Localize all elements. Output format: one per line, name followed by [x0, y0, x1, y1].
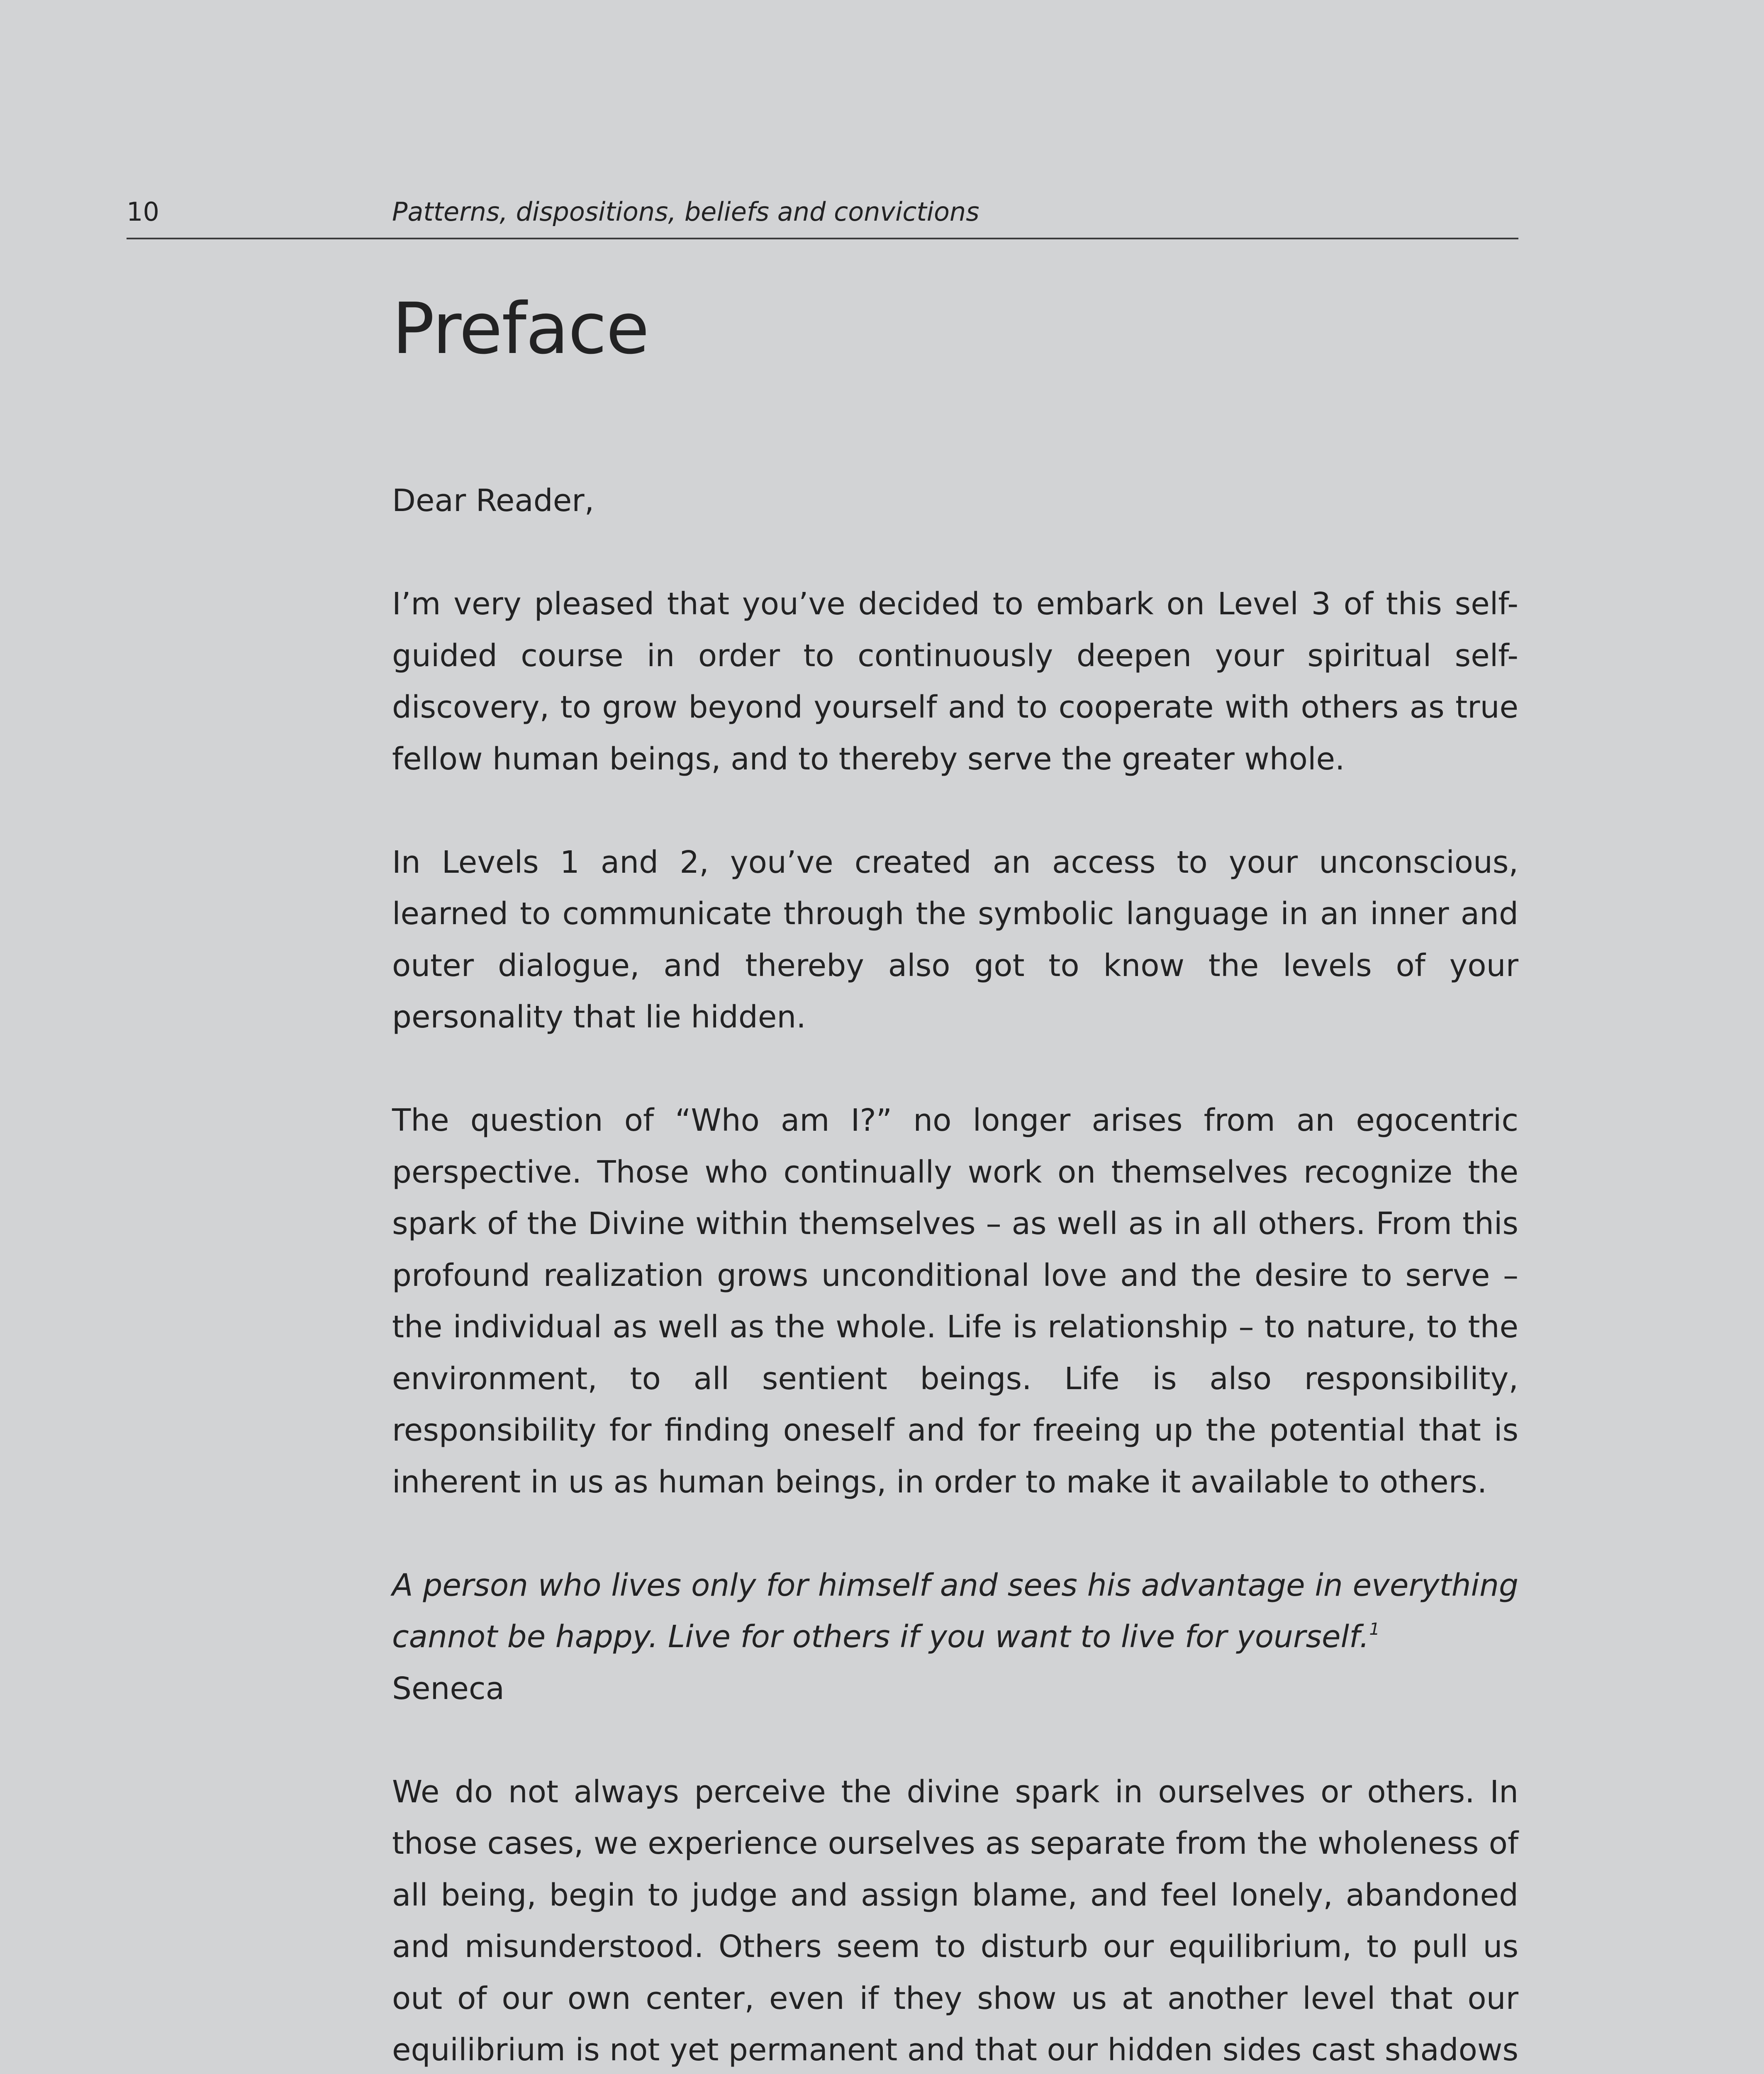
body-text	[392, 475, 1518, 2074]
paragraph: I’m very pleased that you’ve decided to embark on Level 3 of this self-guided course in order to continuously deepen your spiritual self-discovery, to grow beyond yourself and to cooperate with others as true fellow human beings, and to thereby serve the greater whole.	[392, 586, 1518, 777]
paragraph: In Levels 1 and 2, you’ve created an access to your unconscious, learned to communicate through the symbolic language in an inner and outer dialogue, and thereby also got to know the levels of your personality that lie hidden.	[392, 844, 1518, 1035]
quote-block	[392, 1560, 1518, 1715]
quote-body: A person who lives only for himself and sees his advantage in everything cannot be happy. Live for others if you want to live for yourself.	[392, 1567, 1518, 1655]
page-number: 10	[127, 197, 159, 227]
paragraph: The question of “Who am I?” no longer arises from an egocentric perspective. Those who continually work on themselves recognize the spark of the Divine within themselves – as well as in all others. From this profound realization grows unconditional love and the desire to serve – the individual as well as the whole. Life is relationship – to nature, to the environment, to all sentient beings. Life is also responsibility, responsibility for finding oneself and for freeing up the potential that is inherent in us as human beings, in order to make it available to others.	[392, 1103, 1518, 1500]
running-header	[127, 194, 1518, 239]
paragraph: We do not always perceive the divine spark in ourselves or others. In those cases, we experience ourselves as separate from the wholeness of all being, begin to judge and assign blame, and feel lonely, abandoned and misunderstood. Others seem to disturb our equilibrium, to pull us out of our own center, even if they show us at another level that our equilibrium is not yet permanent and that our hidden sides cast shadows	[392, 1774, 1518, 2068]
quote-author: Seneca	[392, 1670, 504, 1706]
salutation: Dear Reader,	[392, 483, 594, 518]
quote-text	[392, 1560, 1518, 1663]
running-title: Patterns, dispositions, beliefs and convictions	[392, 197, 979, 227]
chapter-title: Preface	[392, 288, 649, 370]
footnote-reference: 1	[1369, 1620, 1380, 1639]
